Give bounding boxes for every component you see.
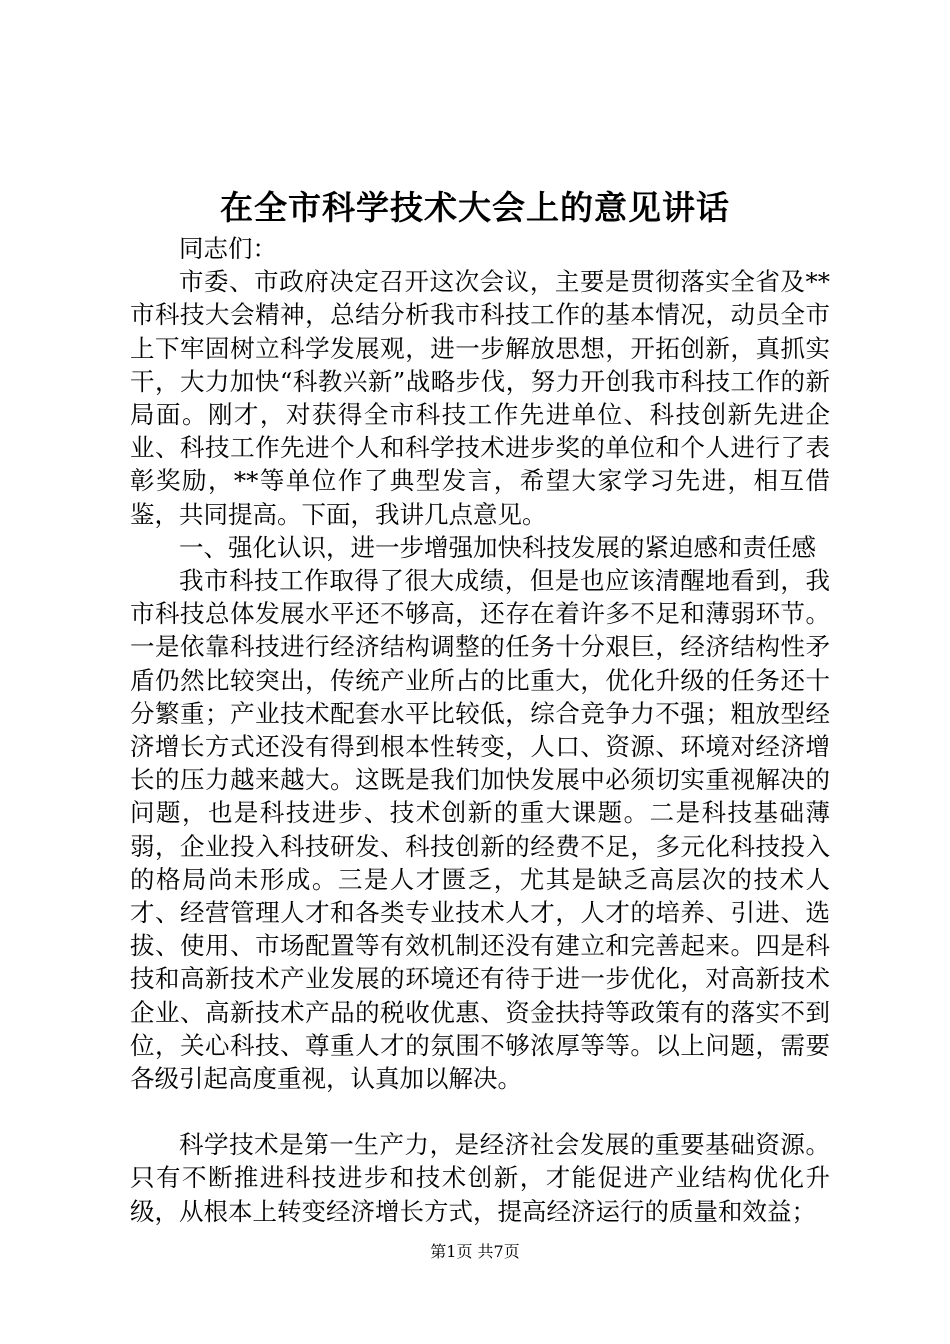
- paragraph-intro: 市委、市政府决定召开这次会议，主要是贯彻落实全省及**市科技大会精神，总结分析我市科技工作的基本情况，动员全市上下牢固树立科学发展观，进一步解放思想，开拓创新，真抓实干，大力加快“科教兴新”战略步伐，努力开创我市科技工作的新局面。刚才，对获得全市科技工作先进单位、科技创新先进企业、科技工作先进个人和科学技术进步奖的单位和个人进行了表彰奖励，**等单位作了典型发言，希望大家学习先进，相互借鉴，共同提高。下面，我讲几点意见。: [130, 267, 830, 529]
- paragraph-spacer: [130, 1095, 830, 1128]
- greeting: 同志们：: [179, 234, 277, 263]
- paragraph-problems: 我市科技工作取得了很大成绩，但是也应该清醒地看到，我市科技总体发展水平还不够高，还存在着许多不足和薄弱环节。一是依靠科技进行经济结构调整的任务十分艰巨，经济结构性矛盾仍然比较突出，传统产业所占的比重大，优化升级的任务还十分繁重；产业技术配套水平比较低，综合竞争力不强；粗放型经济增长方式还没有得到根本性转变，人口、资源、环境对经济增长的压力越来越大。这既是我们加快发展中必须切实重视解决的问题，也是科技进步、技术创新的重大课题。二是科技基础薄弱，企业投入科技研发、科技创新的经费不足，多元化科技投入的格局尚未形成。三是人才匮乏，尤其是缺乏高层次的技术人才、经营管理人才和各类专业技术人才，人才的培养、引进、选拔、使用、市场配置等有效机制还没有建立和完善起来。四是科技和高新技术产业发展的环境还有待于进一步优化，对高新技术企业、高新技术产品的税收优惠、资金扶持等政策有的落实不到位，关心科技、尊重人才的氛围不够浓厚等等。以上问题，需要各级引起高度重视，认真加以解决。: [130, 566, 830, 1094]
- document-title: 在全市科学技术大会上的意见讲话: [220, 188, 730, 227]
- document-body: [130, 232, 830, 1228]
- paragraph-science: 科学技术是第一生产力，是经济社会发展的重要基础资源。只有不断推进科技进步和技术创新，才能促进产业结构优化升级，从根本上转变经济增长方式，提高经济运行的质量和效益；: [130, 1130, 830, 1226]
- page-number: 第1页 共7页: [430, 1242, 520, 1261]
- section-heading-1: 一、强化认识，进一步增强加快科技发展的紧迫感和责任感: [179, 532, 816, 562]
